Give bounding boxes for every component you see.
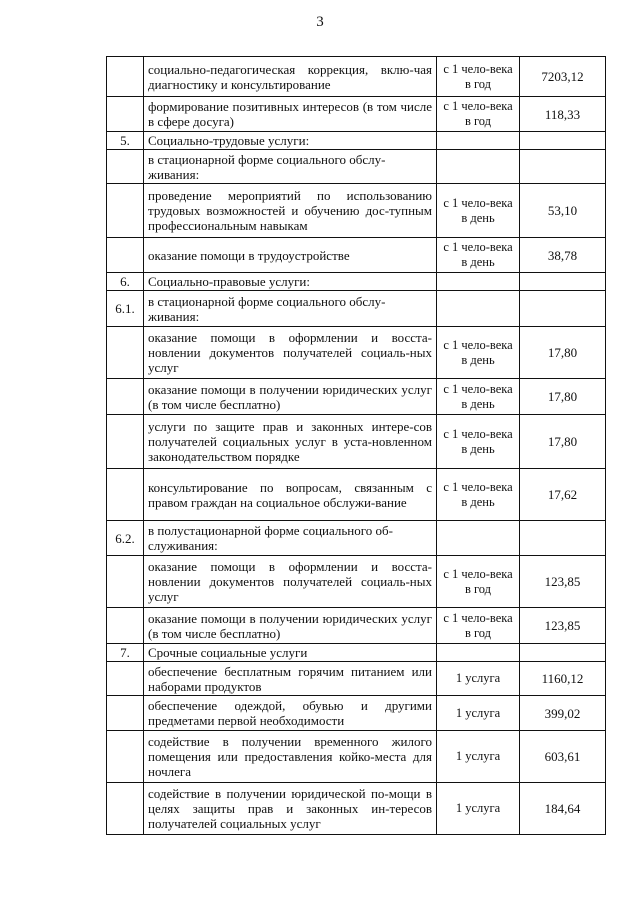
table-row	[107, 132, 606, 150]
service-price: 1160,12	[520, 662, 606, 696]
service-description: оказание помощи в трудоустройстве	[144, 238, 437, 273]
service-price: 17,62	[520, 469, 606, 521]
table-row	[107, 291, 606, 327]
service-description: Срочные социальные услуги	[144, 644, 437, 662]
table-row	[107, 238, 606, 273]
unit-of-service	[437, 132, 520, 150]
service-description: социально-педагогическая коррекция, вклю-чая диагностику и консультирование	[144, 57, 437, 97]
row-number: 6.1.	[107, 291, 144, 327]
service-price: 17,80	[520, 415, 606, 469]
service-price: 53,10	[520, 184, 606, 238]
service-description: содействие в получении временного жилого помещения или предоставления койко-места для ночлега	[144, 731, 437, 783]
table-row	[107, 608, 606, 644]
page-number: 3	[316, 14, 324, 30]
table-row	[107, 783, 606, 835]
unit-of-service: 1 услуга	[437, 696, 520, 731]
table-row	[107, 415, 606, 469]
unit-of-service	[437, 291, 520, 327]
service-description: оказание помощи в оформлении и восста-новлении документов получателей социаль-ных услуг	[144, 556, 437, 608]
service-description: Социально-трудовые услуги:	[144, 132, 437, 150]
table-row	[107, 731, 606, 783]
row-number	[107, 327, 144, 379]
row-number	[107, 150, 144, 184]
table-row	[107, 273, 606, 291]
unit-of-service: с 1 чело-века в год	[437, 608, 520, 644]
row-number	[107, 469, 144, 521]
table-row	[107, 521, 606, 556]
table-row	[107, 97, 606, 132]
service-price	[520, 291, 606, 327]
row-number: 5.	[107, 132, 144, 150]
unit-of-service	[437, 150, 520, 184]
unit-of-service: с 1 чело-века в год	[437, 97, 520, 132]
unit-of-service	[437, 521, 520, 556]
service-price: 603,61	[520, 731, 606, 783]
unit-of-service: с 1 чело-века в день	[437, 238, 520, 273]
table-row	[107, 184, 606, 238]
service-description: консультирование по вопросам, связанным с правом граждан на социальное обслужи-вание	[144, 469, 437, 521]
row-number	[107, 415, 144, 469]
row-number	[107, 608, 144, 644]
service-description: содействие в получении юридической по-мощи в целях защиты прав и законных ин-тересов получателей социальных услуг	[144, 783, 437, 835]
service-price: 17,80	[520, 327, 606, 379]
row-number: 6.2.	[107, 521, 144, 556]
service-price: 17,80	[520, 379, 606, 415]
service-description: в стационарной форме социального обслу-живания:	[144, 150, 437, 184]
unit-of-service: с 1 чело-века в день	[437, 327, 520, 379]
service-description: услуги по защите прав и законных интере-сов получателей социальных услуг в уста-новленном законодательством порядке	[144, 415, 437, 469]
table-row	[107, 57, 606, 97]
service-price: 118,33	[520, 97, 606, 132]
row-number	[107, 238, 144, 273]
row-number	[107, 783, 144, 835]
service-price: 123,85	[520, 608, 606, 644]
row-number	[107, 97, 144, 132]
unit-of-service	[437, 273, 520, 291]
row-number	[107, 731, 144, 783]
service-description: в стационарной форме социального обслу-живания:	[144, 291, 437, 327]
unit-of-service: с 1 чело-века в день	[437, 184, 520, 238]
service-price: 38,78	[520, 238, 606, 273]
service-price: 399,02	[520, 696, 606, 731]
row-number	[107, 662, 144, 696]
unit-of-service: с 1 чело-века в день	[437, 379, 520, 415]
unit-of-service: с 1 чело-века в год	[437, 556, 520, 608]
table-row	[107, 150, 606, 184]
tariff-table	[106, 56, 606, 835]
service-description: обеспечение одеждой, обувью и другими предметами первой необходимости	[144, 696, 437, 731]
table-row	[107, 644, 606, 662]
unit-of-service: с 1 чело-века в год	[437, 57, 520, 97]
unit-of-service: 1 услуга	[437, 731, 520, 783]
row-number	[107, 696, 144, 731]
table-row	[107, 327, 606, 379]
service-price	[520, 132, 606, 150]
row-number: 7.	[107, 644, 144, 662]
unit-of-service: с 1 чело-века в день	[437, 469, 520, 521]
row-number	[107, 57, 144, 97]
service-description: оказание помощи в оформлении и восста-новлении документов получателей социаль-ных услуг	[144, 327, 437, 379]
tariff-table-body	[107, 57, 606, 835]
service-description: оказание помощи в получении юридических услуг (в том числе бесплатно)	[144, 608, 437, 644]
service-price: 123,85	[520, 556, 606, 608]
service-description: формирование позитивных интересов (в том числе в сфере досуга)	[144, 97, 437, 132]
unit-of-service: с 1 чело-века в день	[437, 415, 520, 469]
unit-of-service: 1 услуга	[437, 783, 520, 835]
service-price	[520, 521, 606, 556]
service-description: оказание помощи в получении юридических услуг (в том числе бесплатно)	[144, 379, 437, 415]
unit-of-service: 1 услуга	[437, 662, 520, 696]
row-number	[107, 556, 144, 608]
table-row	[107, 662, 606, 696]
table-row	[107, 696, 606, 731]
service-price	[520, 150, 606, 184]
table-row	[107, 469, 606, 521]
table-row	[107, 556, 606, 608]
service-description: обеспечение бесплатным горячим питанием или наборами продуктов	[144, 662, 437, 696]
service-description: в полустационарной форме социального об-служивания:	[144, 521, 437, 556]
service-description: проведение мероприятий по использованию трудовых возможностей и обучению дос-тупным профессиональным навыкам	[144, 184, 437, 238]
row-number	[107, 184, 144, 238]
service-description: Социально-правовые услуги:	[144, 273, 437, 291]
table-row	[107, 379, 606, 415]
row-number	[107, 379, 144, 415]
service-price	[520, 644, 606, 662]
service-price: 184,64	[520, 783, 606, 835]
unit-of-service	[437, 644, 520, 662]
row-number: 6.	[107, 273, 144, 291]
service-price	[520, 273, 606, 291]
service-price: 7203,12	[520, 57, 606, 97]
